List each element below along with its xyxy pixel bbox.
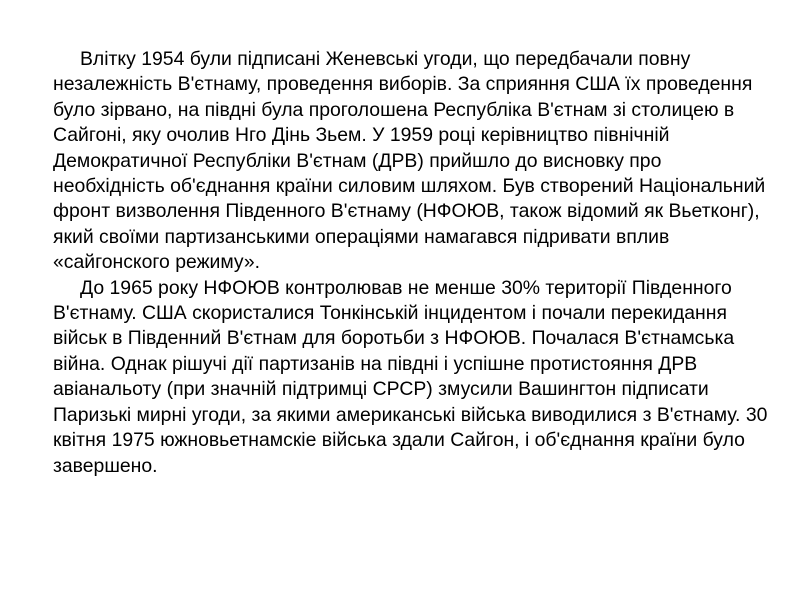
paragraph-1: Влітку 1954 були підписані Женевські угоди, що передбачали повну незалежність В'єтнаму, проведення виборів. За сприяння США їх проведення було зірвано, на півдні була проголошена Республіка В'єтнам зі столицею в Сайгоні, яку очолив Нго Дінь Зьем. У 1959 році керівництво північній Демократичної Республіки В'єтнам (ДРВ) прийшло до висновку про необхідність об'єднання країни силовим шляхом. Був створений Національний фронт визволення Південного В'єтнаму (НФОЮВ, також відомий як Вьетконг), який своїми партизанськими операціями намагався підривати вплив «сайгонского режиму».	[53, 48, 766, 274]
paragraph-2: До 1965 року НФОЮВ контролював не менше 30% території Південного В'єтнаму. США скористалися Тонкінській інцидентом і почали перекидання військ в Південний В'єтнам для боротьби з НФОЮВ. Почалася В'єтнамська війна. Однак рішучі дії партизанів на півдні і успішне протистояння ДРВ авіанальоту (при значній підтримці СРСР) змусили Вашингтон підписати Паризькі мирні угоди, за якими американські війська виводилися з В'єтнаму. 30 квітня 1975 южновьетнамскіе війська здали Сайгон, і об'єднання країни було завершено.	[53, 276, 768, 477]
body-text	[53, 47, 778, 479]
